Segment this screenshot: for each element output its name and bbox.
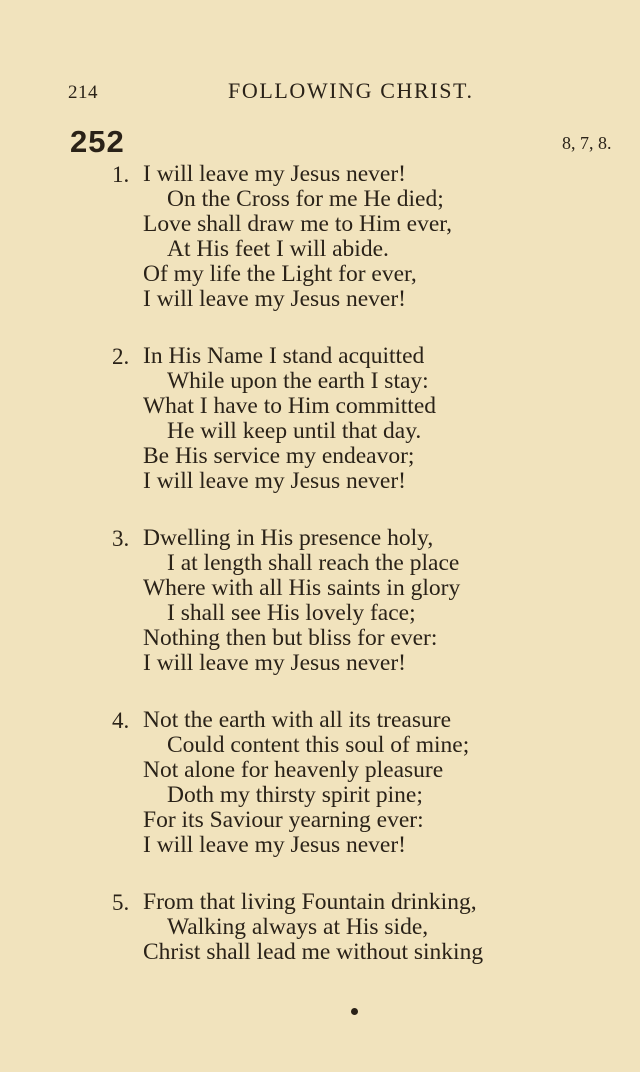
verse-line: I will leave my Jesus never! — [143, 468, 406, 494]
verse — [0, 344, 640, 526]
verse-line: Doth my thirsty spirit pine; — [167, 782, 423, 808]
verse-number: 2. — [112, 344, 130, 369]
verse-line: Dwelling in His presence holy, — [143, 525, 434, 551]
verse-line: I at length shall reach the place — [167, 550, 460, 576]
verse-line: I will leave my Jesus never! — [143, 286, 406, 312]
verse — [0, 708, 640, 890]
verse-line: On the Cross for me He died; — [167, 186, 444, 212]
verse-number: 4. — [112, 708, 130, 733]
verse-number: 5. — [112, 890, 130, 915]
verse-line: Of my life the Light for ever, — [143, 261, 417, 287]
page-ornament-dot — [351, 1008, 358, 1015]
verse-line: Love shall draw me to Him ever, — [143, 211, 453, 237]
verse-line: From that living Fountain drinking, — [143, 889, 477, 915]
verse-line: While upon the earth I stay: — [167, 368, 429, 394]
verse-line: Be His service my endeavor; — [143, 443, 415, 469]
hymn-verses — [0, 162, 640, 1072]
page-header — [0, 78, 640, 108]
verse-line: Nothing then but bliss for ever: — [143, 625, 438, 651]
verse-number: 3. — [112, 526, 130, 551]
verse-line: I will leave my Jesus never! — [143, 650, 406, 676]
verse-line: What I have to Him committed — [143, 393, 437, 419]
verse-line: Could content this soul of mine; — [167, 732, 470, 758]
verse-line: At His feet I will abide. — [167, 236, 389, 262]
verse — [0, 162, 640, 344]
verse-line: He will keep until that day. — [167, 418, 422, 444]
running-title: FOLLOWING CHRIST. — [228, 78, 474, 103]
verse — [0, 890, 640, 1072]
verse — [0, 526, 640, 708]
hymn-meter: 8, 7, 8. — [562, 133, 612, 153]
verse-line: I shall see His lovely face; — [167, 600, 416, 626]
verse-line: Walking always at His side, — [167, 914, 429, 940]
verse-line: Not the earth with all its treasure — [143, 707, 452, 733]
verse-number: 1. — [112, 162, 130, 187]
verse-line: In His Name I stand acquitted — [143, 343, 425, 369]
verse-line: I will leave my Jesus never! — [143, 161, 406, 187]
hymn-number: 252 — [70, 124, 125, 159]
verse-line: For its Saviour yearning ever: — [143, 807, 424, 833]
verse-line: Where with all His saints in glory — [143, 575, 461, 601]
page-number: 214 — [68, 82, 98, 103]
verse-line: I will leave my Jesus never! — [143, 832, 406, 858]
verse-line: Not alone for heavenly pleasure — [143, 757, 444, 783]
verse-line: Christ shall lead me without sinking — [143, 939, 484, 965]
